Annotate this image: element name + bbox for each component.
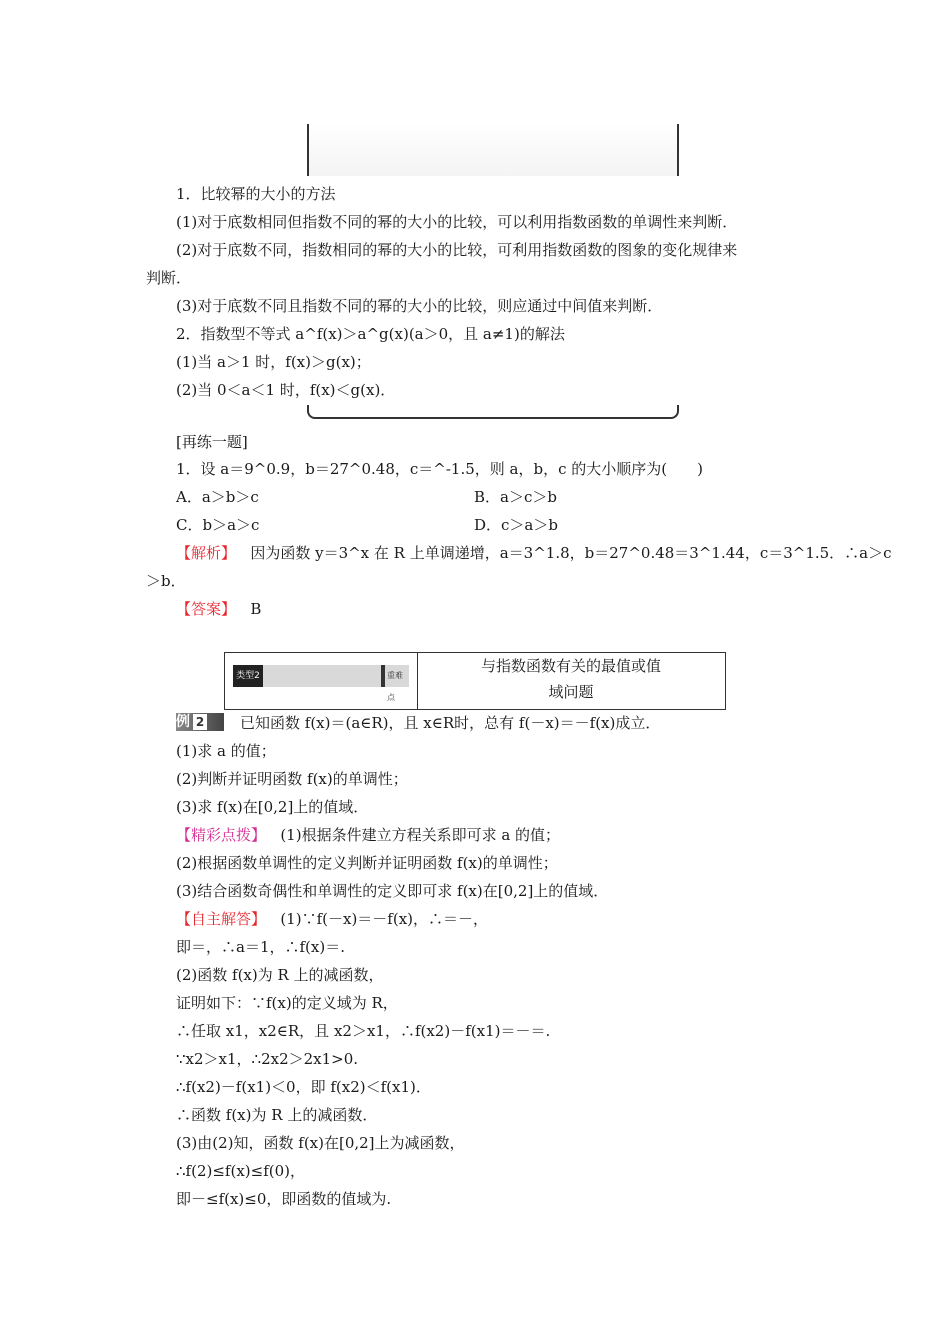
option-d: D．c＞a＞b <box>474 516 558 534</box>
type-title: 与指数函数有关的最值或值 域问题 <box>480 657 661 701</box>
hint-line-2: (2)根据函数单调性的定义判断并证明函数 f(x)的单调性； <box>176 854 558 872</box>
inequality-title: 2．指数型不等式 a^f(x)＞a^g(x)(a＞0，且 a≠1)的解法 <box>176 325 565 343</box>
option-c: C．b＞a＞c <box>176 516 260 534</box>
analysis-tag: 【解析】 <box>176 544 237 562</box>
type-mini-label: 重难点 <box>387 671 403 702</box>
solution-line-10: ∴f(2)≤f(x)≤f(0)， <box>176 1162 305 1180</box>
summary-brace-bottom <box>307 405 679 419</box>
solution-line-7: ∴f(x2)－f(x1)＜0，即 f(x2)＜f(x1)． <box>176 1078 431 1096</box>
analysis-line-1 <box>176 543 892 563</box>
method-2-line-2: 判断． <box>146 269 192 287</box>
solution-line-8: ∴函数 f(x)为 R 上的减函数． <box>176 1106 378 1124</box>
solution-line-2: 即＝，∴a＝1，∴f(x)＝. <box>176 938 345 956</box>
solution-line-11: 即－≤f(x)≤0，即函数的值域为. <box>176 1190 392 1208</box>
solution-line-4: 证明如下：∵f(x)的定义域为 R， <box>176 994 398 1012</box>
example-badge: 例 2 <box>176 713 224 731</box>
solution-line-1: 【自主解答】 (1)∵f(－x)＝－f(x)，∴＝－， <box>176 910 489 928</box>
analysis-text: 因为函数 y＝3^x 在 R 上单调递增，a＝3^1.8，b＝27^0.48＝3^1.44，c＝3^1.5．∴a＞c <box>250 544 892 562</box>
answer-line <box>176 599 261 619</box>
example-q2: (2)判断并证明函数 f(x)的单调性； <box>176 770 408 788</box>
example-q3: (3)求 f(x)在[0,2]上的值域． <box>176 798 369 816</box>
solution-line-3: (2)函数 f(x)为 R 上的减函数， <box>176 966 384 984</box>
solution-line-6: ∵x2＞x1，∴2x2＞2x1>0. <box>176 1050 359 1068</box>
analysis-line-2: ＞b． <box>146 572 186 590</box>
example-q1: (1)求 a 的值； <box>176 742 276 760</box>
answer-tag: 【答案】 <box>176 600 237 618</box>
solution-line-9: (3)由(2)知，函数 f(x)在[0,2]上为减函数， <box>176 1134 465 1152</box>
inequality-case-1: (1)当 a＞1 时，f(x)＞g(x)； <box>176 353 371 371</box>
type-header-box <box>224 652 726 710</box>
summary-box-top <box>307 124 679 176</box>
example-stem: 已知函数 f(x)＝(a∈R)，且 x∈R时，总有 f(－x)＝－f(x)成立． <box>240 714 661 732</box>
practice-heading: [再练一题] <box>176 433 248 451</box>
type-banner <box>225 653 418 709</box>
inequality-case-2: (2)当 0＜a＜1 时，f(x)＜g(x)． <box>176 381 396 399</box>
method-3: (3)对于底数不同且指数不同的幂的大小的比较，则应通过中间值来判断． <box>176 297 663 315</box>
solution-tag: 【自主解答】 <box>176 910 267 928</box>
hint-line-3: (3)结合函数奇偶性和单调性的定义即可求 f(x)在[0,2]上的值域． <box>176 882 609 900</box>
solution-line-5: ∴任取 x1，x2∈R，且 x2＞x1，∴f(x2)－f(x1)＝－＝. <box>176 1022 551 1040</box>
hint-tag: 【精彩点拨】 <box>176 826 267 844</box>
method-1: (1)对于底数相同但指数不同的幂的大小的比较，可以利用指数函数的单调性来判断． <box>176 213 738 231</box>
type-tag: 类型2 <box>233 665 263 687</box>
option-a: A．a＞b＞c <box>176 488 259 506</box>
method-2-line-1: (2)对于底数不同，指数相同的幂的大小的比较，可利用指数函数的图象的变化规律来 <box>176 241 738 259</box>
practice-question: 1．设 a＝9^0.9，b＝27^0.48，c＝^-1.5，则 a，b，c 的大小顺序为( ) <box>176 460 703 478</box>
hint-line-1: 【精彩点拨】 (1)根据条件建立方程关系即可求 a 的值； <box>176 826 561 844</box>
answer-value: B <box>250 600 262 618</box>
option-b: B．a＞c＞b <box>474 488 557 506</box>
methods-title: 1．比较幂的大小的方法 <box>176 185 336 203</box>
